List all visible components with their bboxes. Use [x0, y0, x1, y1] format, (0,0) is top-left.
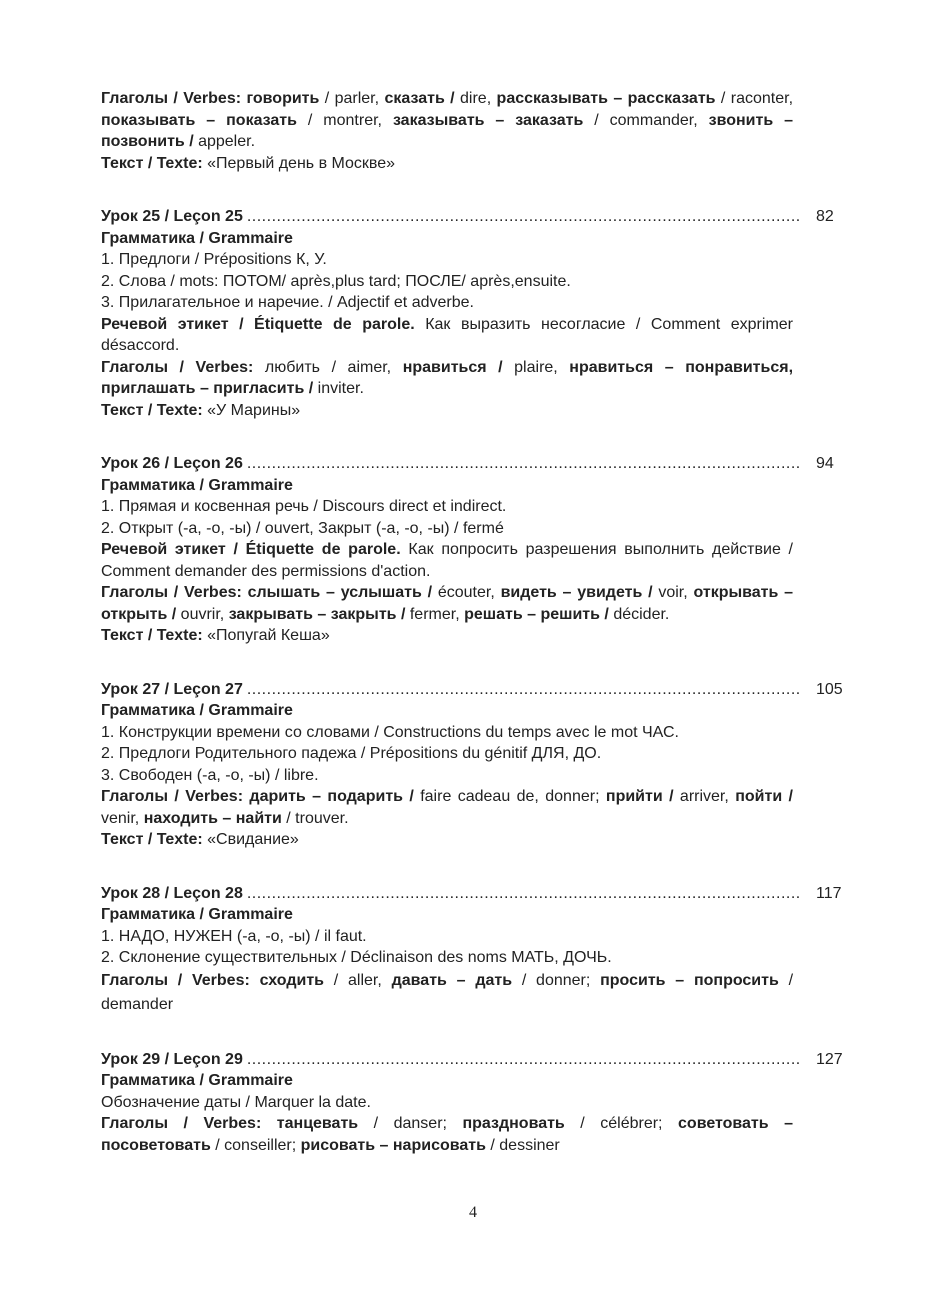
text-run: Глаголы / Verbes: сходить	[101, 971, 325, 989]
text-run: / raconter,	[715, 90, 794, 107]
verbs-line	[101, 357, 793, 400]
grammar-heading: Грамматика / Grammaire	[101, 906, 293, 923]
text-run: Глаголы / Verbes: слышать – услышать /	[101, 584, 433, 601]
intro-text-line	[101, 153, 793, 175]
text-run: сказать /	[384, 90, 455, 107]
grammar-item: 1. НАДО, НУЖЕН (-а, -о, -ы) / il faut.	[101, 927, 367, 945]
lesson-heading-row	[101, 206, 846, 228]
text-run: просить – попросить	[600, 971, 779, 989]
text-run: arriver,	[673, 788, 736, 805]
lesson-body	[101, 475, 793, 647]
text-run: appeler.	[193, 133, 256, 150]
text-run: открывать – открыть /	[101, 584, 794, 623]
lesson-heading-row	[101, 679, 846, 701]
text-run: нравиться – понравиться, приглашать – пригласить /	[101, 358, 794, 397]
lesson-body	[101, 904, 793, 1017]
lesson-page-number: 94	[816, 455, 834, 472]
grammar-item: 3. Прилагательное и наречие. / Adjectif et adverbe.	[101, 294, 474, 311]
leader-dots	[247, 1049, 800, 1071]
grammar-heading: Грамматика / Grammaire	[101, 476, 293, 494]
lesson-page-number: 127	[816, 1050, 843, 1068]
etiquette-line	[101, 314, 793, 357]
lesson-heading-row	[101, 453, 846, 475]
grammar-item: 1. Предлоги / Prépositions К, У.	[101, 251, 327, 268]
text-run: рисовать – нарисовать	[300, 1136, 486, 1154]
etiquette-line	[101, 539, 793, 582]
text-run: écouter,	[432, 584, 501, 601]
text-line	[101, 400, 793, 422]
text-run: любить / aimer,	[253, 358, 403, 376]
text-run: «У Марины»	[202, 401, 301, 419]
page-number: 4	[469, 1204, 477, 1221]
text-run: прийти /	[605, 788, 674, 805]
lesson-page-number: 105	[816, 680, 843, 698]
grammar-heading: Грамматика / Grammaire	[101, 1072, 293, 1089]
verbs-line	[101, 582, 793, 625]
grammar-item: 2. Склонение существительных / Déclinaison des noms МАТЬ, ДОЧЬ.	[101, 949, 612, 966]
lesson-title: Урок 28 / Leçon 28	[101, 884, 243, 902]
text-run: звонить – позвонить /	[101, 111, 794, 150]
text-run: Речевой этикет / Étiquette de parole.	[101, 315, 415, 333]
text-run: / trouver.	[281, 809, 349, 827]
text-run: Текст / Texte:	[101, 401, 203, 419]
lesson-entry	[101, 453, 846, 647]
lesson-heading-row	[101, 883, 846, 905]
intro-verbs	[101, 88, 793, 153]
text-run: / conseiller;	[210, 1136, 301, 1154]
text-run: / aller,	[324, 971, 392, 989]
lesson-heading-row	[101, 1049, 846, 1071]
lesson-page-number: 82	[816, 208, 834, 225]
text-run: нравиться /	[402, 358, 503, 376]
text-run: / parler,	[319, 90, 385, 107]
text-run: пойти /	[735, 788, 793, 805]
lesson-title: Урок 25 / Leçon 25	[101, 208, 243, 225]
text-run: закрывать – закрыть /	[228, 605, 406, 623]
text-run: Текст / Texte:	[101, 831, 203, 848]
leader-dots	[247, 453, 800, 475]
text-run: / dessiner	[485, 1136, 560, 1154]
text-run: ouvrir,	[176, 605, 229, 623]
text-run: «Первый день в Москве»	[202, 154, 396, 172]
grammar-heading: Грамматика / Grammaire	[101, 229, 293, 247]
lesson-entry	[101, 679, 846, 851]
grammar-item: 3. Свободен (-а, -о, -ы) / libre.	[101, 766, 319, 784]
text-run: voir,	[652, 584, 694, 601]
lesson-entry	[101, 206, 846, 421]
verbs-line	[101, 969, 793, 1017]
text-run: Речевой этикет / Étiquette de parole.	[101, 541, 401, 558]
grammar-heading: Грамматика / Grammaire	[101, 702, 293, 719]
text-run: давать – дать	[391, 971, 513, 989]
text-run: faire cadeau de, donner;	[413, 788, 606, 805]
text-run: советовать – посоветовать	[101, 1115, 794, 1154]
intro-block	[101, 88, 793, 174]
lesson-title: Урок 27 / Leçon 27	[101, 680, 243, 698]
grammar-item: 2. Предлоги Родительного падежа / Prépositions du génitif ДЛЯ, ДО.	[101, 745, 602, 762]
text-run: находить – найти	[143, 809, 282, 827]
table-of-contents	[101, 88, 846, 1156]
verbs-line	[101, 786, 793, 829]
text-run: рассказывать – рассказать	[496, 90, 716, 107]
text-run: / commander,	[583, 111, 709, 129]
text-run: Как попросить разрешения выполнить действие / Comment demander des permissions d'action.	[101, 541, 794, 580]
grammar-item: Обозначение даты / Marquer la date.	[101, 1093, 371, 1111]
text-run: «Свидание»	[202, 831, 299, 848]
text-run: venir,	[101, 809, 144, 827]
lesson-body	[101, 1070, 793, 1156]
grammar-item: 1. Прямая и косвенная речь / Discours direct et indirect.	[101, 498, 507, 515]
text-run: décider.	[608, 605, 670, 623]
text-run: праздновать	[462, 1115, 565, 1132]
text-run: Глаголы / Verbes: говорить	[101, 90, 320, 107]
leader-dots	[247, 679, 800, 701]
text-run: Текст / Texte:	[101, 627, 203, 644]
text-line	[101, 829, 793, 851]
text-run: Глаголы / Verbes:	[101, 358, 254, 376]
text-run: Текст / Texte:	[101, 154, 203, 172]
text-line	[101, 625, 793, 647]
text-run: заказывать – заказать	[392, 111, 584, 129]
text-run: fermer,	[405, 605, 465, 623]
lessons-list	[101, 206, 846, 1156]
text-run: dire,	[454, 90, 497, 107]
grammar-item: 2. Открыт (-а, -о, -ы) / ouvert, Закрыт (-а, -о, -ы) / fermé	[101, 519, 504, 537]
text-run: / célébrer;	[564, 1115, 679, 1132]
text-run: inviter.	[313, 380, 364, 397]
grammar-item: 1. Конструкции времени со словами / Constructions du temps avec le mot ЧАС.	[101, 723, 679, 741]
text-run: / demander	[101, 971, 794, 1013]
text-run: решать – решить /	[464, 605, 609, 623]
text-run: показывать – показать	[101, 111, 297, 129]
text-run: Глаголы / Verbes: дарить – подарить /	[101, 788, 414, 805]
lesson-page-number: 117	[816, 884, 842, 902]
text-run: «Попугай Кеша»	[202, 627, 330, 644]
leader-dots	[247, 206, 800, 228]
text-run: / montrer,	[296, 111, 393, 129]
text-run: Как выразить несогласие / Comment exprimer désaccord.	[101, 315, 793, 354]
text-run: видеть – увидеть /	[500, 584, 653, 601]
verbs-line	[101, 1113, 793, 1156]
leader-dots	[247, 883, 800, 905]
text-run: plaire,	[502, 358, 570, 376]
text-run: Глаголы / Verbes: танцевать	[101, 1115, 359, 1132]
grammar-item: 2. Слова / mots: ПОТОМ/ après,plus tard; ПОСЛЕ/ après,ensuite.	[101, 272, 571, 290]
lesson-entry	[101, 1049, 846, 1157]
text-run: / danser;	[358, 1115, 463, 1132]
lesson-body	[101, 228, 793, 422]
lesson-title: Урок 26 / Leçon 26	[101, 455, 243, 472]
lesson-body	[101, 700, 793, 851]
lesson-title: Урок 29 / Leçon 29	[101, 1050, 243, 1068]
lesson-entry	[101, 883, 846, 1017]
text-run: / donner;	[512, 971, 601, 989]
